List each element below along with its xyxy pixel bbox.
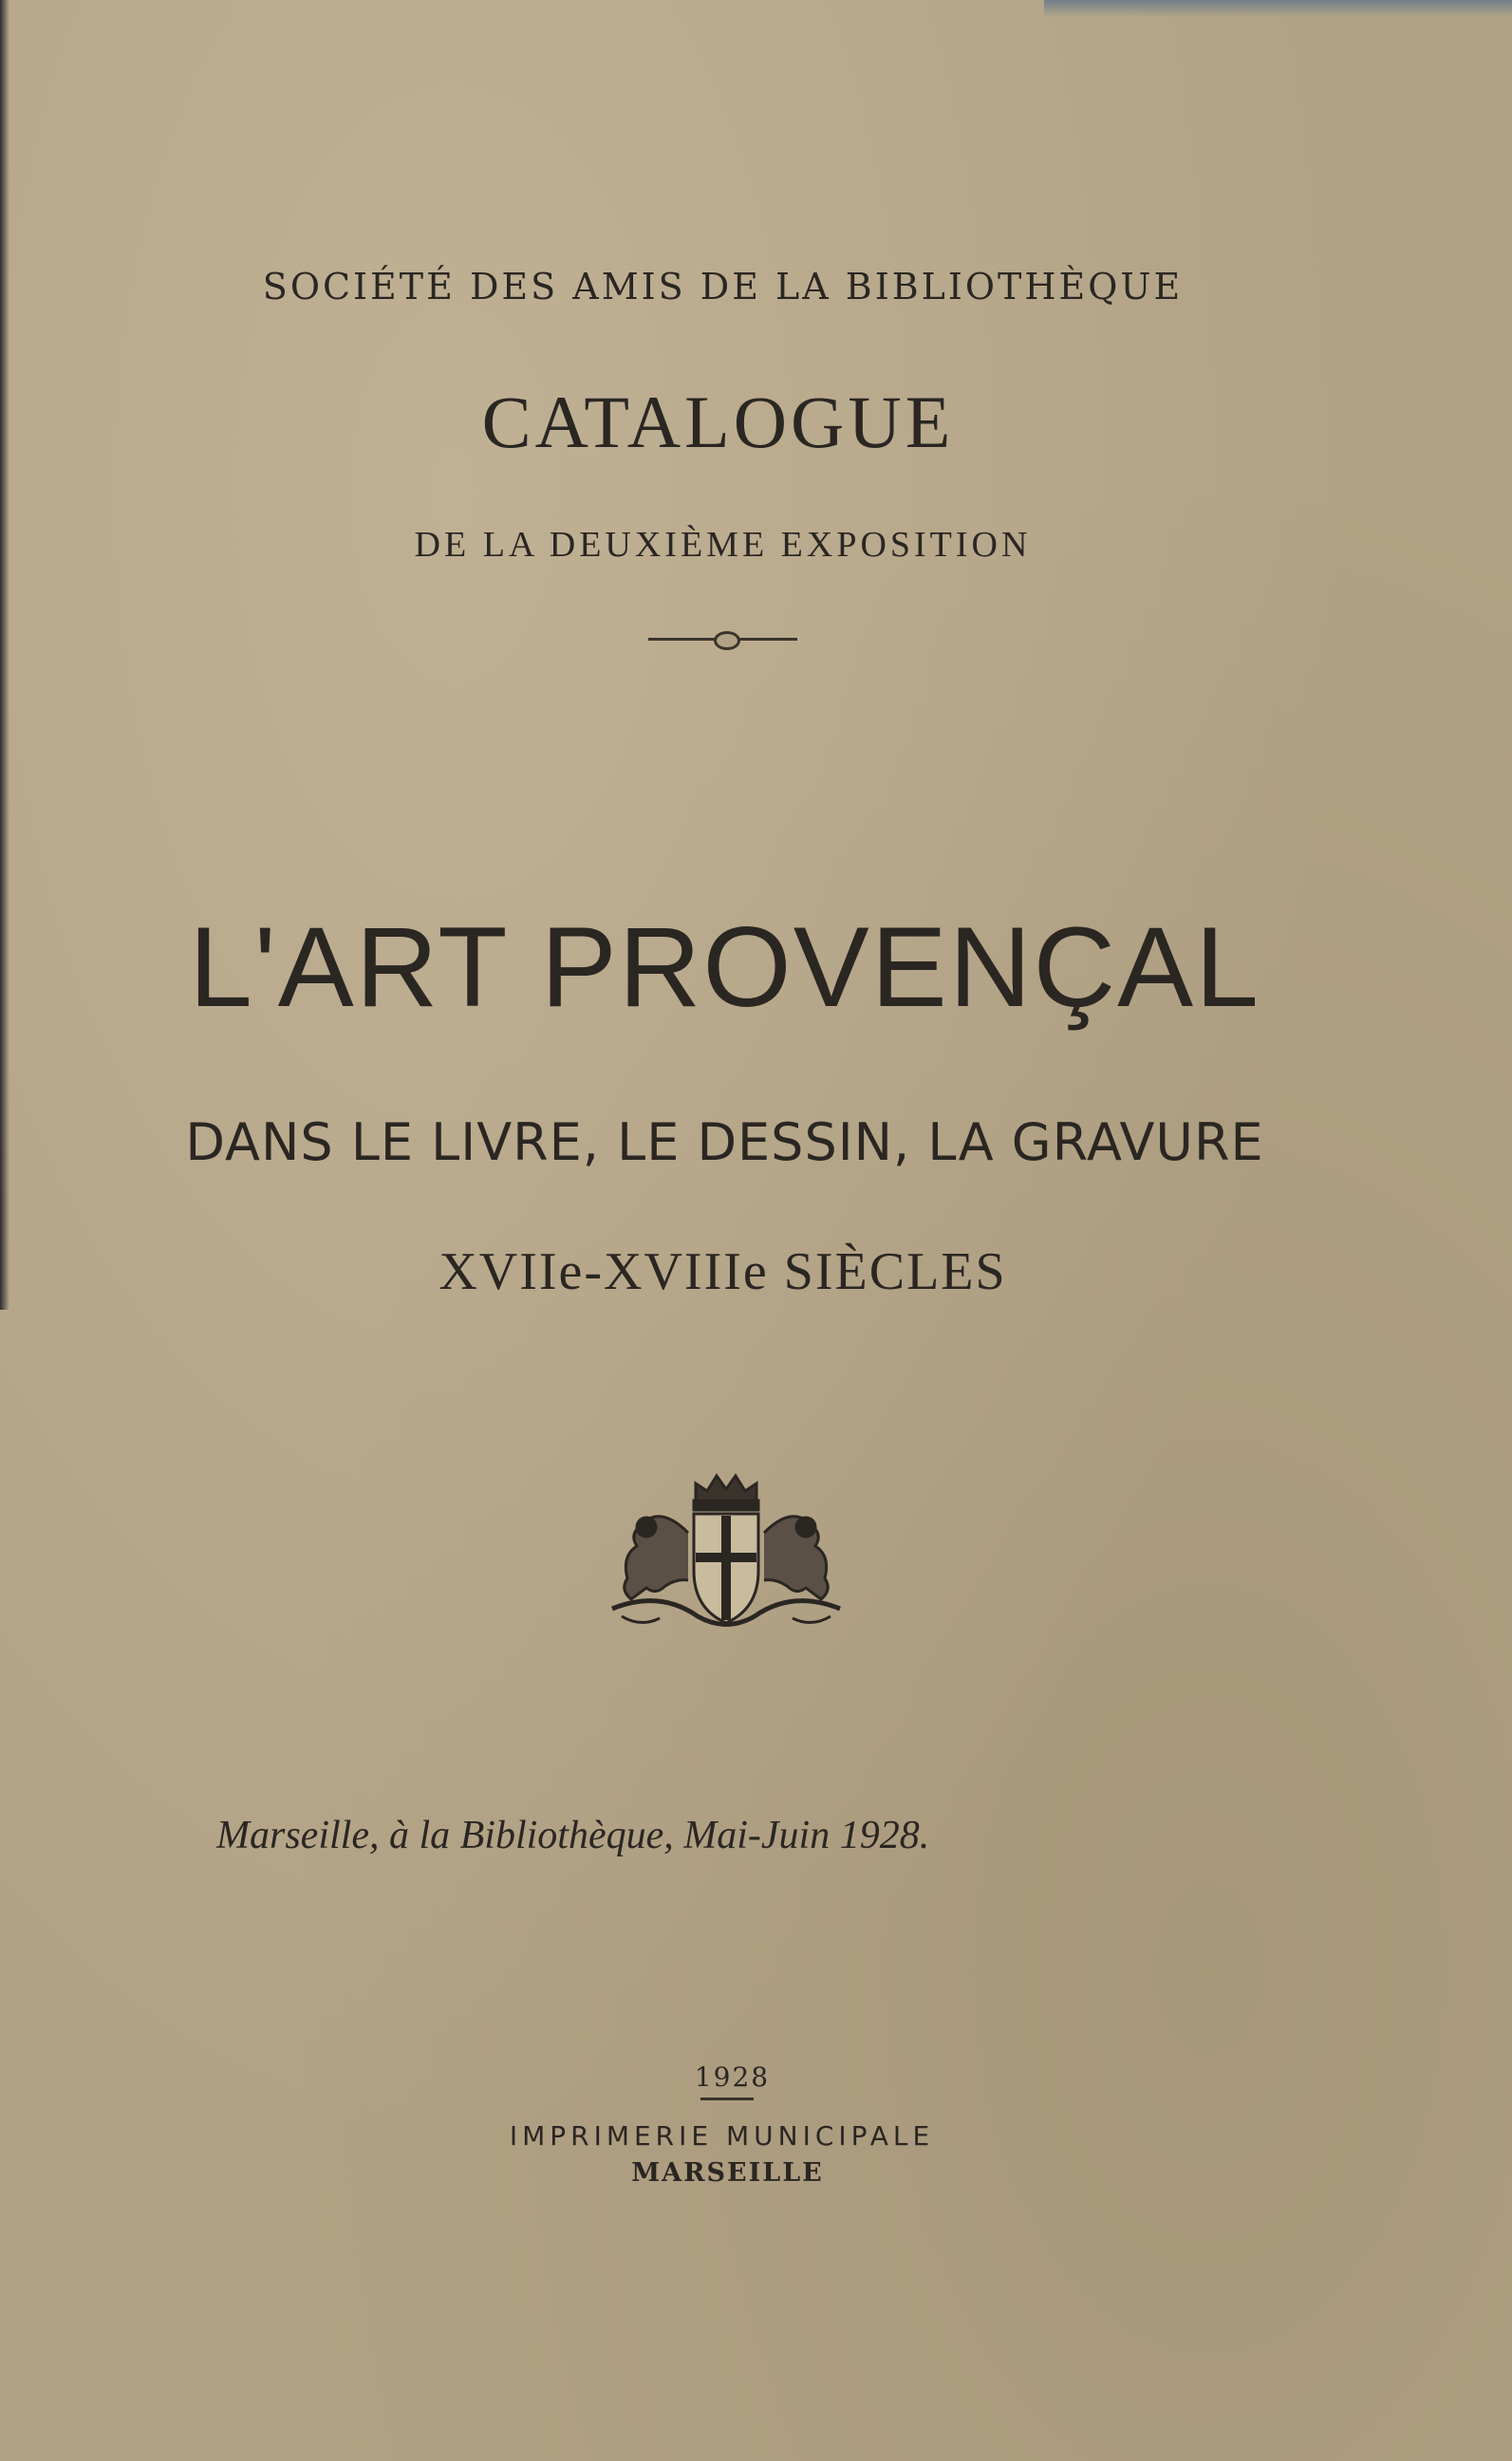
centuries-line: XVIIe-XVIIIe SIÈCLES xyxy=(439,1242,1007,1301)
main-title: L'ART PROVENÇAL xyxy=(189,904,1260,1031)
exposition-heading: DE LA DEUXIÈME EXPOSITION xyxy=(414,525,1032,565)
subtitle: DANS LE LIVRE, LE DESSIN, LA GRAVURE xyxy=(185,1112,1264,1172)
printer-name: IMPRIMERIE MUNICIPALE xyxy=(509,2120,935,2152)
top-edge-shadow xyxy=(1044,0,1512,17)
publication-year: 1928 xyxy=(694,2061,771,2093)
year-rule xyxy=(700,2097,754,2100)
printer-city: MARSEILLE xyxy=(631,2158,824,2188)
coat-of-arms-icon xyxy=(603,1466,849,1635)
place-and-date: Marseille, à la Bibliothèque, Mai-Juin 1928. xyxy=(216,1814,930,1857)
catalogue-heading: CATALOGUE xyxy=(481,381,955,463)
society-heading: SOCIÉTÉ DES AMIS DE LA BIBLIOTHÈQUE xyxy=(262,266,1184,308)
ornamental-rule-knot xyxy=(714,631,740,650)
